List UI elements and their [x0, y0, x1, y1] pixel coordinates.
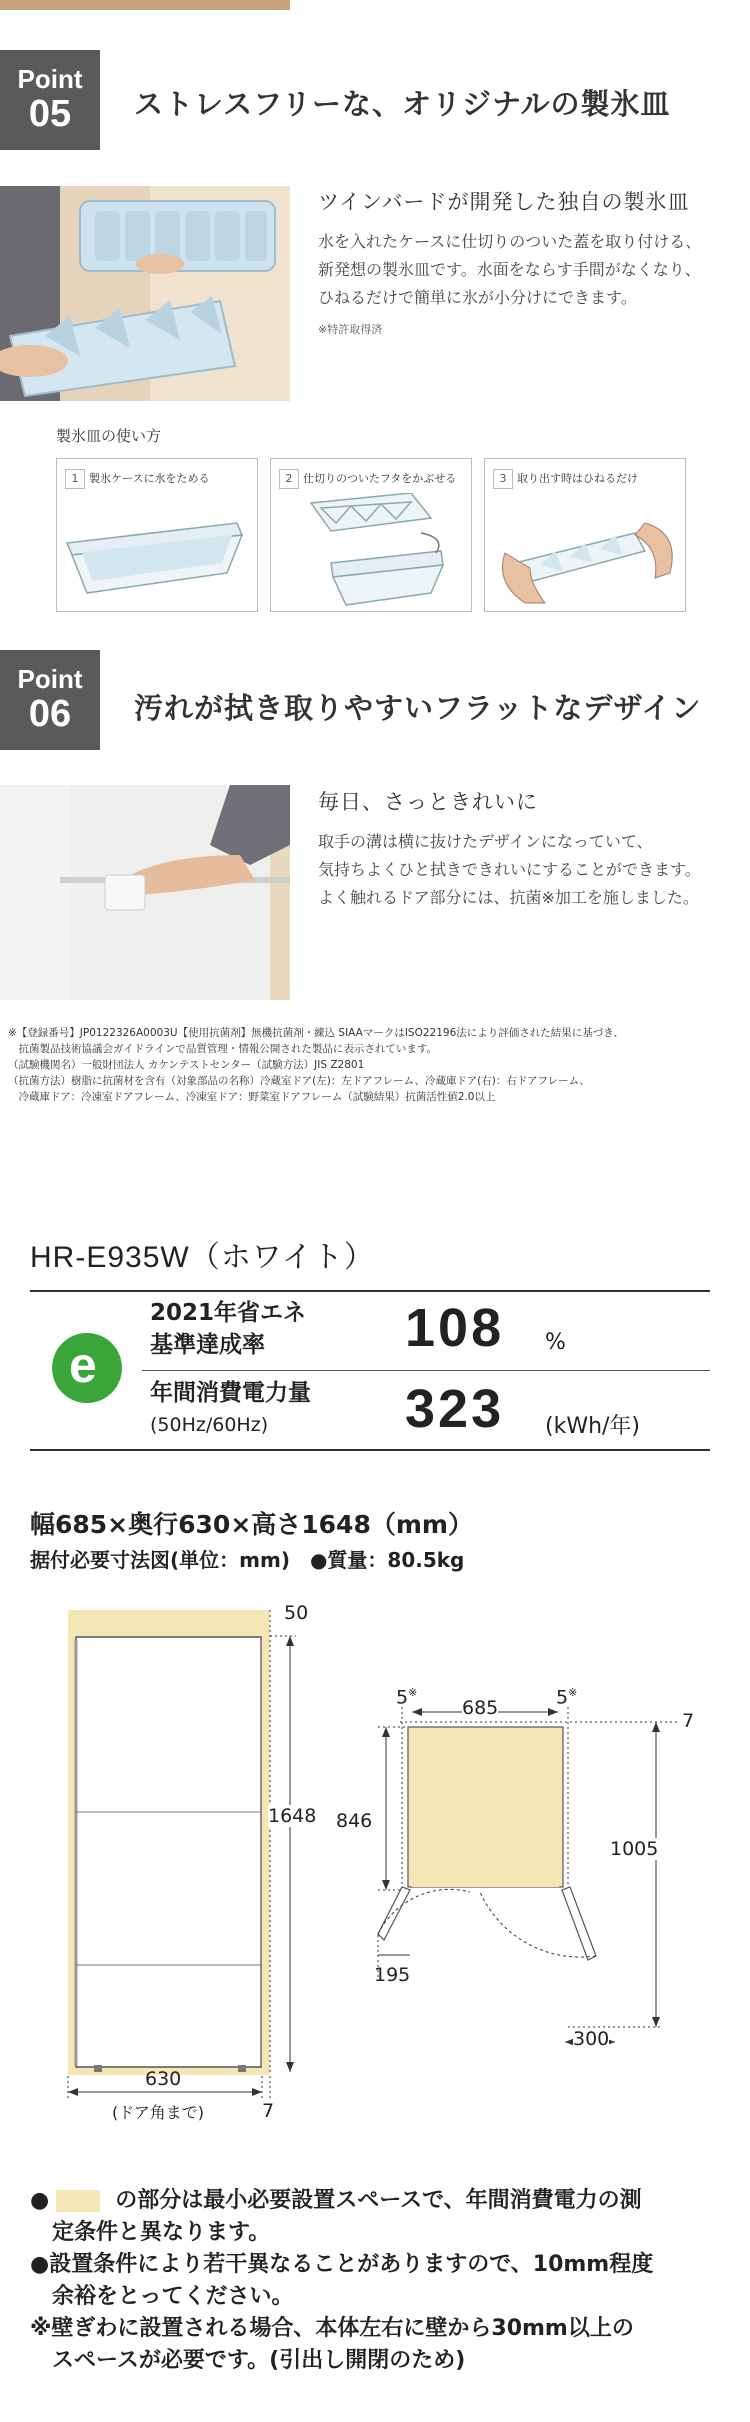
body-line: 取手の溝は横に抜けたデザインになっていて、 [318, 832, 653, 851]
gap-mark: ※ [408, 1686, 418, 1699]
note-line: ●設置条件により若干異なることがありますので、10mm程度 [30, 2252, 654, 2277]
install-dimensions-mass: 据付必要寸法図(単位：mm) ●質量：80.5kg [30, 1548, 465, 1572]
point-number: 06 [28, 693, 72, 735]
rate-label-1: 2021年省エネ [150, 1300, 307, 1326]
dim-side-depth: 630 [145, 2068, 182, 2090]
spec-top-rule [30, 1290, 710, 1292]
gap-value: 5 [396, 1686, 409, 1709]
step-number: 3 [493, 469, 513, 489]
step-2-illustration [271, 493, 471, 611]
dim-side-top: 50 [284, 1602, 309, 1624]
point-05-subtitle: ツインバードが開発した独自の製氷皿 [318, 190, 690, 214]
point-05-badge [0, 50, 100, 150]
dim-top-300: 300 [573, 2028, 610, 2050]
gap-mark: ※ [568, 1686, 578, 1699]
model-name: HR-E935W（ホワイト） [30, 1241, 375, 1274]
spec-mid-rule [142, 1370, 710, 1371]
howto-title: 製氷皿の使い方 [56, 427, 162, 445]
note-line: ※壁ぎわに設置される場合、本体左右に壁から30mm以上の [30, 2316, 634, 2341]
step-3-illustration [485, 493, 685, 611]
power-label: 年間消費電力量 [150, 1380, 311, 1406]
howto-step-1 [56, 458, 258, 612]
note-line [30, 2185, 653, 2217]
side-view [68, 1610, 296, 2100]
note-text: ● の部分は最小必要設置スペースで、年間消費電力の測 [30, 2188, 642, 2213]
body-line: ひねるだけで簡単に氷が小分けにできます。 [318, 288, 637, 307]
top-view [378, 1707, 680, 2046]
door-handle-photo [0, 785, 290, 1000]
point-05-title: ストレスフリーな、オリジナルの製氷皿 [134, 87, 671, 121]
point-06-title: 汚れが拭き取りやすいフラットなデザイン [134, 691, 702, 725]
dim-top-846: 846 [336, 1810, 373, 1832]
dim-top-back: 7 [682, 1710, 695, 1732]
rate-label-2: 基準達成率 [150, 1332, 265, 1358]
dimensions: 幅685×奥行630×高さ1648（mm） [30, 1510, 473, 1539]
point-06-badge [0, 650, 100, 750]
step-1-illustration [57, 493, 257, 611]
rate-unit: % [545, 1330, 566, 1355]
step-number: 1 [65, 469, 85, 489]
footnote-line: ※【登録番号】JP0122326A0003U【使用抗菌剤】無機抗菌剤・練込 SIAAマークはISO22196法により評価された結果に基づき、 [8, 1027, 624, 1039]
note-line: 定条件と異なります。 [30, 2220, 271, 2245]
howto-step-3 [484, 458, 686, 612]
power-value: 323 [405, 1379, 505, 1439]
point-05-body [318, 228, 701, 344]
footnote-line: （試験機関名）一般財団法人 カケンテストセンター（試験方法）JIS Z2801 [8, 1059, 365, 1071]
dim-top-width: 685 [462, 1697, 499, 1719]
install-diagram [0, 1600, 750, 2120]
body-line: 気持ちよくひと拭きできれいにすることができます。 [318, 860, 701, 879]
body-line: よく触れるドア部分には、抗菌※加工を施しました。 [318, 888, 699, 907]
dim-top-1005: 1005 [610, 1838, 659, 1860]
dim-top-left-gap [396, 1686, 417, 1708]
step-caption: 取り出す時はひねるだけ [517, 472, 638, 485]
ice-tray-photo [0, 186, 290, 401]
patent-note: ※特許取得済 [318, 323, 383, 336]
dim-side-height: 1648 [268, 1805, 317, 1827]
step-number: 2 [279, 469, 299, 489]
power-sub: (50Hz/60Hz) [150, 1414, 269, 1436]
footnote-line: （抗菌方法）樹脂に抗菌材を含有（対象部品の名称）冷蔵室ドア(左)：左ドアフレーム、冷蔵庫ドア(右)：右ドアフレーム、 [8, 1075, 590, 1087]
energy-mark-letter: e [69, 1337, 97, 1393]
rate-value: 108 [405, 1298, 505, 1358]
point-word: Point [17, 64, 83, 94]
dim-top-right-gap [556, 1686, 577, 1708]
point-06-body [318, 828, 701, 912]
footnote-line: 抗菌製品技術協議会ガイドラインで品質管理・情報公開された製品に表示されています。 [8, 1043, 438, 1055]
note-line: 余裕をとってください。 [30, 2284, 294, 2309]
howto-step-2 [270, 458, 472, 612]
point-number: 05 [28, 93, 72, 135]
dim-side-note: (ドア角まで) [112, 2103, 205, 2122]
gap-value: 5 [556, 1686, 569, 1709]
point-word: Point [17, 664, 83, 694]
step-caption: 製氷ケースに水をためる [89, 472, 210, 485]
power-unit: (kWh/年) [545, 1414, 641, 1439]
body-line: 水を入れたケースに仕切りのついた蓋を取り付ける、 [318, 232, 702, 251]
dim-top-195: 195 [374, 1964, 411, 1986]
note-line: スペースが必要です。(引出し開閉のため) [30, 2348, 466, 2373]
previous-photo-edge [0, 0, 290, 10]
step-caption: 仕切りのついたフタをかぶせる [303, 472, 457, 485]
spec-bottom-rule [30, 1449, 710, 1451]
body-line: 新発想の製氷皿です。水面をならす手間がなくなり、 [318, 260, 701, 279]
energy-mark-icon [52, 1333, 122, 1403]
footnote-line: 冷蔵庫ドア：冷凍室ドアフレーム、冷凍室ドア：野菜室ドアフレーム（試験結果）抗菌活性値2.0以上 [8, 1091, 496, 1103]
point-06-subtitle: 毎日、さっときれいに [318, 790, 538, 814]
install-notes [30, 2185, 653, 2377]
dim-side-gap: 7 [262, 2100, 275, 2122]
